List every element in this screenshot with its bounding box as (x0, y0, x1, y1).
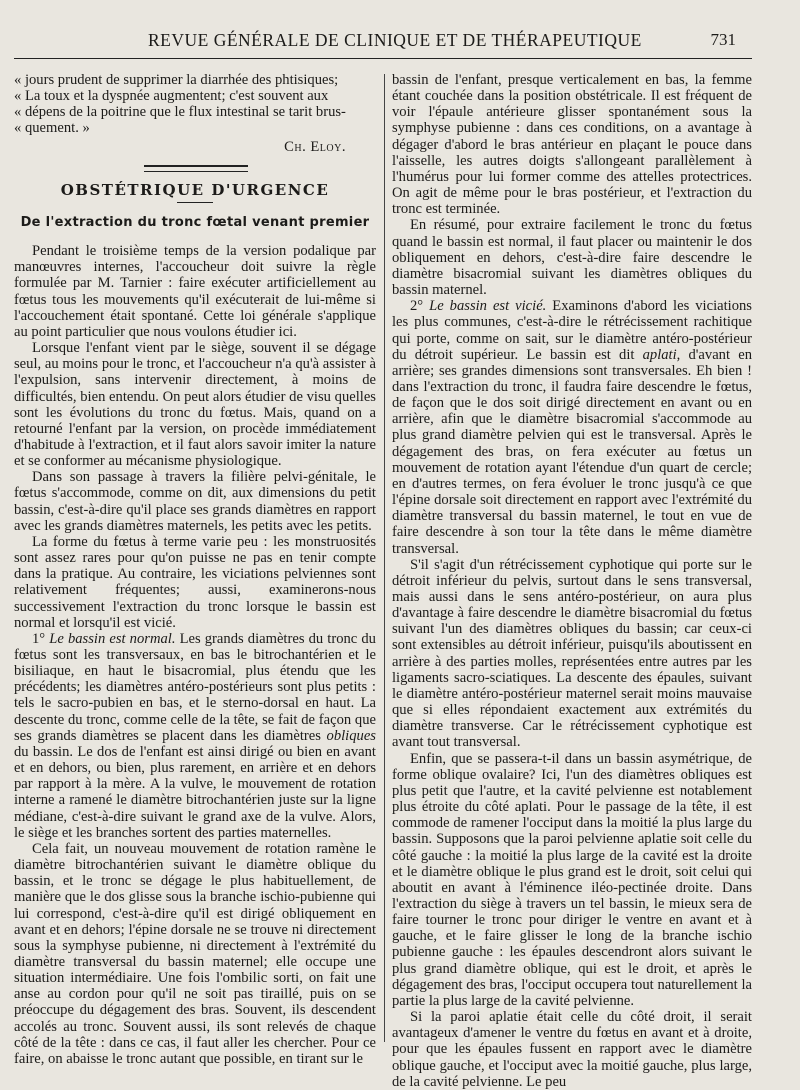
quote-line: « quement. » (14, 120, 90, 137)
title-rule (177, 202, 213, 203)
paragraph: Si la paroi aplatie était celle du côté droit, il serait avantageux d'amener le ventre du fœtus en avant et à droite, pour que les épaules fussent en rapport avec le diamètre oblique gauche, et l'occiput avec la moitié gauche, plus large, de la cavité pelvienne. Le peu (392, 1009, 752, 1090)
paragraph-continued: bassin de l'enfant, presque verticalement en bas, la femme étant couchée dans la position obstétricale. Il est fréquent de voir l'épaule antérieure glisser spontanément sous la symphyse pubienne : dans ces conditions, on a avantage à dégager d'abord le bras antérieur en plaçant le pouce dans l'aisselle, les autres doigts s'allongeant parallèlement à l'humérus pour lui former comme des attelles protectrices. On agit de même pour le bras postérieur, et l'extraction du tronc est terminée. (392, 72, 752, 218)
paragraph: La forme du fœtus à terme varie peu : les monstruosités sont assez rares pour qu'on puisse ne pas en tenir compte dans la pratique. Au contraire, les viciations pelviennes sont relativement fréquentes; aussi, examinerons-nous successivement l'extraction du tronc lorsque le bassin est normal et lorsqu'il est vicié. (14, 533, 376, 631)
paragraph: S'il s'agit d'un rétrécissement cyphotique qui porte sur le détroit inférieur du pelvis, surtout dans le sens transversal, mais aussi dans le sens antéro-postérieur, on aura plus d'avantage à faire descendre le diamètre bisacromial du fœtus suivant l'un des diamètres obliques du bassin; car ceux-ci sont extensibles au détroit inférieur, puisqu'ils aboutissent en arrière à des parties molles, représentées entre autres par les ligaments sacro-sciatiques. La descente des épaules, suivant le diamètre antéro-postérieur maternel serait moins mauvaise que si elles répondaient exactement aux extrémités du diamètre transverse. Car le rétrécissement cyphotique est avant tout transversal. (392, 556, 752, 751)
paragraph-vicious-pelvis (392, 298, 752, 557)
header-rule (14, 58, 752, 59)
article-title: De l'extraction du tronc fœtal venant premier (20, 214, 370, 230)
paragraph: En résumé, pour extraire facilement le tronc du fœtus quand le bassin est normal, il faut placer ou maintenir le dos obliquement en dehors, c'est-à-dire faire descendre le diamètre bisacromial suivant les diamètres obliques du bassin maternel. (392, 217, 752, 299)
paragraph: Enfin, que se passera-t-il dans un bassin asymétrique, de forme oblique ovalaire? Ici, l'un des diamètres obliques est plus petit que l'autre, et la cavité pelvienne est notablement plus étroite du côté aplati. Pour le passage de la tête, il est commode de ramener l'occiput dans la moitié la plus large du bassin. Supposons que la paroi pelvienne aplatie soit celle du côté gauche : la moitié la plus large de la cavité est la droite et le diamètre oblique le plus grand est le droit, soit celui qui aboutit en avant à l'éminence iléo-pectinée droite. Dans l'extraction du siège à travers un tel bassin, le mieux sera de faire tourner le tronc pour diriger le ventre en avant et à gauche, et le faire glisser le long de la branche ischio pubienne gauche : les épaules descendront alors suivant le plus grand diamètre oblique, qui est le droit, et après le dégagement des bras, l'occiput occupera tout naturellement la partie la plus large de la cavité pelvienne. (392, 750, 752, 1009)
paragraph-normal-pelvis (14, 631, 376, 841)
quote-line: « jours prudent de supprimer la diarrhée des phtisiques; (14, 72, 339, 88)
quote-line: « dépens de la poitrine que le flux intestinal se tarit brus- (14, 104, 346, 121)
right-column (392, 72, 752, 1090)
running-title: REVUE GÉNÉRALE DE CLINIQUE ET DE THÉRAPEUTIQUE (148, 30, 642, 50)
left-column (14, 72, 376, 1067)
quoted-passage (14, 72, 376, 137)
emphasis-obliques: obliques (326, 727, 376, 744)
paragraph: Lorsque l'enfant vient par le siège, souvent il se dégage seul, au moins pour le tronc, et l'accoucheur n'a qu'à assister à l'expulsion, sans intervenir directement, à moins de difficultés, bien entendu. On peut alors étudier de visu quelles sont les évolutions du tronc du fœtus. Mais, quand on a retourné l'enfant par la version, on procède immédiatement d'habitude à l'extraction, et il faut alors savoir imiter la nature et se conformer au mécanisme physiologique. (14, 340, 376, 470)
author-signature: Ch. Eloy. (284, 138, 346, 155)
column-divider (384, 74, 385, 1042)
paragraph-text: , d'avant en arrière; ses grandes dimensions sont transversales. Eh bien ! dans l'extraction du tronc, il faudra faire descendre le fœtus, de façon que le dos soit dirigé directement en avant ou en arrière, afin que le diamètre bisacromial s'accommode au plus grand diamètre pelvien qui est le transversal. Après le dégagement des bras, on fera exécuter au fœtus un mouvement de rotation ayant l'étendue d'un quart de cercle; en d'autres termes, on fera évoluer le tronc jusqu'à ce que l'épine dorsale soit directement en rapport avec l'extrémité du diamètre transversal du bassin maternel, le tout en vue de faire descendre à son tour la tête dans le même diamètre transversal. (392, 346, 752, 557)
emphasis-aplati: aplati (642, 346, 677, 363)
subheading-vicious-pelvis: Le bassin est vicié. (429, 298, 547, 315)
paragraph-lead: 1° (32, 630, 50, 647)
paragraph-lead: 2° (410, 298, 430, 315)
paragraph-text: Examinons d'abord les viciations les plus communes, c'est-à-dire le rétrécissement rachitique qui porte, comme on sait, sur le diamètre antéro-postérieur du détroit supérieur. Le bassin est dit (392, 298, 752, 363)
paragraph: Pendant le troisième temps de la version podalique par manœuvres internes, l'accoucheur doit suivre la règle formulée par M. Tarnier : faire exécuter artificiellement au fœtus tous les mouvements qu'il exécuterait de lui-même si l'accouchement était spontané. Cette loi générale s'applique au point particulier que nous voulons étudier ici. (14, 243, 376, 340)
paragraph: Dans son passage à travers la filière pelvi-génitale, le fœtus s'accommode, comme on dit, aux dimensions du petit bassin, c'est-à-dire qu'il place ses grands diamètres en rapport avec les grands diamètres maternels, les petits avec les petits. (14, 469, 376, 534)
paragraph-text: du bassin. Le dos de l'enfant est ainsi dirigé ou bien en avant et en dehors, ou bien, plus rarement, en arrière et en dehors par rapport à la mère. A la vulve, le mouvement de rotation interne a ramené le diamètre bitrochantérien juste sur la ligne médiane, c'est-à-dire suivant le grand axe de la vulve. Alors, le siège et les branches sortent des parties maternelles. (14, 743, 376, 841)
ornament-rule (144, 165, 248, 172)
paragraph-text: Les grands diamètres du tronc du fœtus sont les transversaux, en bas le bitrochantérien et le bisiliaque, en haut le bisacromial, plus étendu que les précédents; les diamètres antéro-postérieurs sont plus petits : tels le sacro-pubien en bas, et le sterno-dorsal en haut. La descente du tronc, comme celle de la tête, se fait de façon que ses grands diamètres se placent dans les diamètres (14, 630, 376, 744)
section-title: OBSTÉTRIQUE D'URGENCE (60, 180, 330, 199)
page-number: 731 (710, 30, 736, 49)
subheading-normal-pelvis: Le bassin est normal. (49, 630, 176, 647)
paragraph: Cela fait, un nouveau mouvement de rotation ramène le diamètre bitrochantérien suivant le diamètre oblique du bassin, et le tronc se dégage le plus habituellement, de manière que le dos glisse sous la branche ischio-pubienne qui lui correspond, c'est-à-dire qu'il est dirigé obliquement en avant et en dehors; l'épine dorsale ne se trouve ni directement sous la symphyse pubienne, ni directement à l'extrémité du diamètre transversal du bassin maternel; elle occupe une situation intermédiaire. Une fois l'ombilic sorti, on fait une anse au cordon pour qu'il ne soit pas tiraillé, puis on se préoccupe du dégagement des bras. Souvent, ils descendent accolés au tronc. Souvent aussi, ils sont relevés de chaque côté de la tête : dans ce cas, il faut aller les chercher. Pour ce faire, on abaisse le tronc autant que possible, en tirant sur le (14, 840, 376, 1067)
quote-line: « La toux et la dyspnée augmentent; c'est souvent aux (14, 88, 329, 105)
running-header (0, 30, 800, 52)
